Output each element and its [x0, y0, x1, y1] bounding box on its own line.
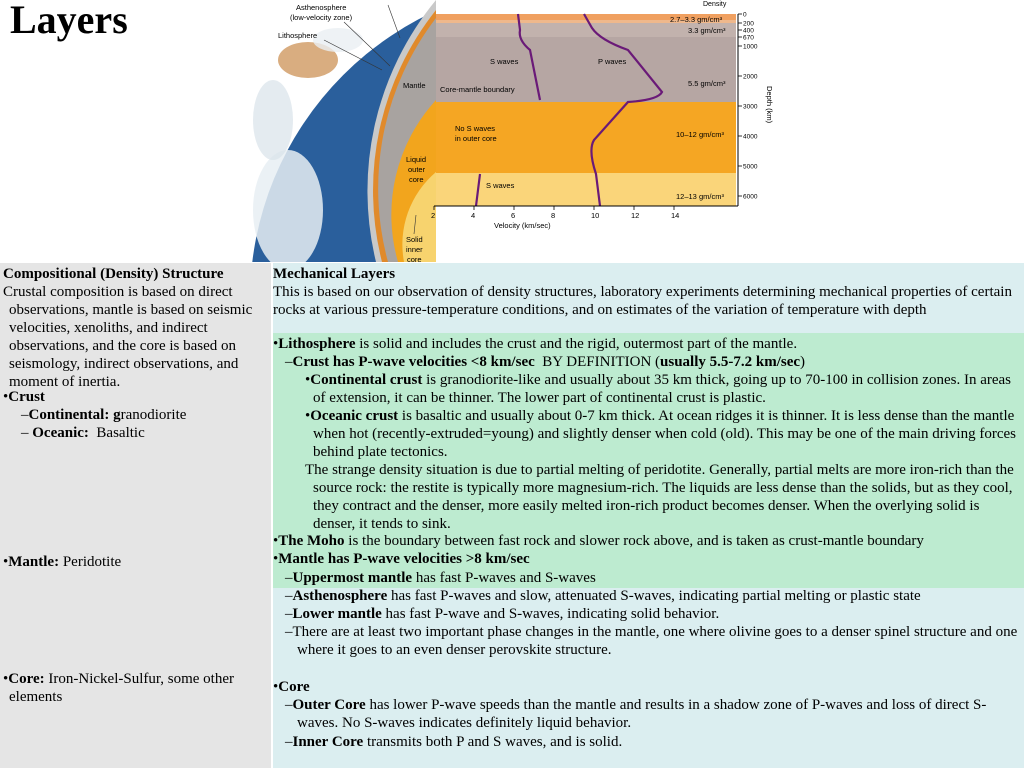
- oceanic-item: – Oceanic: Basaltic: [21, 425, 145, 441]
- mantle-label: Mantle: [403, 81, 426, 90]
- velocity-tick-label: 6: [511, 211, 516, 220]
- no-s-waves-label: No S waves: [455, 124, 496, 133]
- crust-item: •Crust: [3, 389, 45, 405]
- page-title: Layers: [10, 0, 128, 42]
- liquid-outer-core-label-3: core: [409, 175, 424, 184]
- velocity-tick-label: 8: [551, 211, 556, 220]
- density-label-4: 10–12 gm/cm³: [676, 130, 724, 139]
- lithosphere-label: Lithosphere: [278, 31, 318, 40]
- y-axis-label: Depth (km): [765, 86, 774, 124]
- compositional-heading: Compositional (Density) Structure: [3, 266, 224, 282]
- depth-tick-label: 6000: [743, 193, 758, 201]
- lower-mantle-item: –Lower mantle has fast P-wave and S-waves, indicating solid behavior.: [285, 606, 720, 622]
- density-label-5: 12–13 gm/cm³: [676, 192, 724, 201]
- velocity-axis: [431, 206, 679, 220]
- velocity-tick-label: 2: [431, 211, 436, 220]
- outer-core-item: –Outer Core has lower P-wave speeds than the mantle and results in a shadow zone of P-waves and loss of direct S-waves. No S-waves indicates definitely liquid behavior.: [285, 697, 987, 731]
- mantle-p-wave-item: •Mantle has P-wave velocities >8 km/sec: [273, 551, 530, 567]
- lithosphere-item: •Lithosphere is solid and includes the crust and the rigid, outermost part of the mantle.: [273, 336, 798, 352]
- depth-tick-label: 2000: [743, 73, 758, 81]
- liquid-outer-core-label-2: outer: [408, 165, 426, 174]
- density-explanation: The strange density situation is due to partial melting of peridotite. Generally, partial melts are more iron-rich than the source rock: the restite is typically more magnesium-rich. The liquids are less dense than the solids, but as they cool, they contract and the denser, more easily melted iron-rich product becomes denser. When the overlying solid is denser, it tends to sink.: [305, 462, 1014, 532]
- mantle-item: •Mantle: Peridotite: [3, 554, 122, 570]
- depth-tick-label: 670: [743, 34, 754, 42]
- x-axis-label: Velocity (km/sec): [494, 221, 551, 230]
- depth-tick-label: 5000: [743, 163, 758, 171]
- velocity-tick-label: 14: [671, 211, 680, 220]
- depth-tick-label: 200: [743, 20, 754, 28]
- inner-core-item: –Inner Core transmits both P and S waves, and is solid.: [285, 734, 623, 750]
- asthenosphere-item: –Asthenosphere has fast P-waves and slow, attenuated S-waves, indicating partial melting or plastic state: [285, 588, 921, 604]
- depth-axis: [738, 12, 758, 201]
- depth-tick-label: 3000: [743, 103, 758, 111]
- compositional-intro: Crustal composition is based on direct observations, mantle is based on seismic velocities, xenoliths, and indirect observations, and the core is based on seismology, indirect observations, and moment of inertia.: [3, 284, 253, 390]
- continental-item: –Continental: granodiorite: [21, 407, 187, 423]
- depth-tick-label: 1000: [743, 43, 758, 51]
- moho-item: •The Moho is the boundary between fast rock and slower rock above, and is taken as crust-mantle boundary: [273, 533, 924, 549]
- core-item: •Core: Iron-Nickel-Sulfur, some other elements: [3, 671, 234, 705]
- velocity-tick-label: 4: [471, 211, 476, 220]
- core-heading-item: •Core: [273, 679, 310, 695]
- crust-p-wave-item: –Crust has P-wave velocities <8 km/sec BY DEFINITION (usually 5.5-7.2 km/sec): [285, 354, 806, 370]
- velocity-tick-label: 10: [591, 211, 600, 220]
- mechanical-heading: Mechanical Layers: [273, 266, 396, 282]
- mechanical-intro: This is based on our observation of density structures, laboratory experiments determining mechanical properties of certain rocks at various pressure-temperature conditions, and on estimates of the variation of temperature with depth: [273, 284, 1012, 318]
- liquid-outer-core-label: Liquid: [406, 155, 427, 164]
- depth-tick-label: 4000: [743, 133, 758, 141]
- density-label-1: 2.7–3.3 gm/cm³: [670, 15, 723, 24]
- no-s-waves-label-2: in outer core: [455, 134, 497, 143]
- depth-tick-label: 400: [743, 27, 754, 35]
- earth-layers-figure: [248, 0, 788, 262]
- velocity-tick-label: 12: [631, 211, 640, 220]
- solid-inner-core-label: Solid: [406, 235, 423, 244]
- core-mantle-boundary-label: Core-mantle boundary: [440, 85, 515, 94]
- asthenosphere-sub-label: (low-velocity zone): [290, 13, 353, 22]
- s-waves-upper-label: S waves: [490, 57, 519, 66]
- depth-tick-label: 0: [743, 11, 747, 19]
- density-label-2: 3.3 gm/cm³: [688, 26, 726, 35]
- p-waves-label: P waves: [598, 57, 627, 66]
- continental-crust-item: •Continental crust is granodiorite-like and usually about 35 km thick, going up to 70-100 in collision zones. In areas of extension, it can be thinner. The lower part of continental crust is plastic.: [305, 372, 1011, 406]
- inner-core-band: [436, 173, 736, 206]
- oceanic-crust-item: •Oceanic crust is basaltic and usually about 0-7 km thick. At ocean ridges it is thinner. It is less dense than the mantle when hot (recently-extruded=young) and slightly denser when cold (old). This may be one of the main driving forces behind plate tectonics.: [305, 408, 1016, 460]
- density-header: Density: [703, 1, 727, 8]
- solid-inner-core-label-2: inner: [406, 245, 423, 254]
- uppermost-mantle-item: –Uppermost mantle has fast P-waves and S-waves: [285, 570, 596, 586]
- asthenosphere-label: Asthenosphere: [296, 3, 347, 12]
- density-label-3: 5.5 gm/cm³: [688, 79, 726, 88]
- s-waves-lower-label: S waves: [486, 181, 515, 190]
- solid-inner-core-label-3: core: [407, 255, 422, 262]
- phase-change-item: –There are at least two important phase changes in the mantle, one where olivine goes to a denser spinel structure and one where it goes to an even denser perovskite structure.: [285, 624, 1018, 658]
